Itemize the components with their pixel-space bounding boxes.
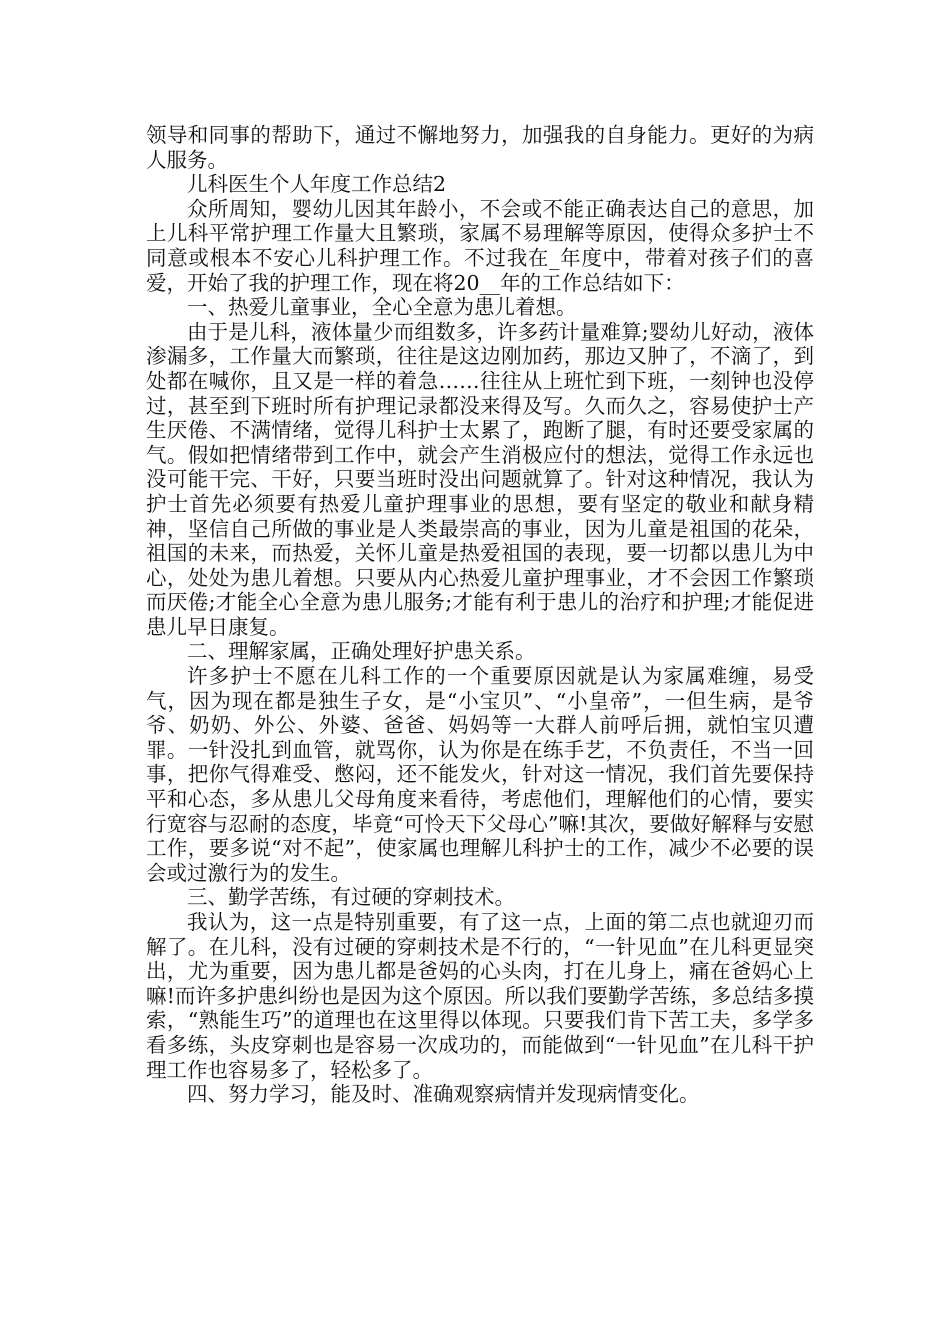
document-body bbox=[146, 123, 814, 1107]
heading-three: 三、勤学苦练，有过硬的穿刺技术。 bbox=[187, 885, 515, 910]
paragraph-intro: 众所周知，婴幼儿因其年龄小，不会或不能正确表达自己的意思，加上儿科平常护理工作量大且繁琐，家属不易理解等原因，使得众多护士不同意或根本不安心儿科护理工作。不过我在_年度中，带着对孩子们的喜爱，开始了我的护理工作，现在将20__年的工作总结如下： bbox=[146, 196, 814, 295]
heading-one: 一、热爱儿童事业，全心全意为患儿着想。 bbox=[187, 295, 577, 320]
section-title: 儿科医生个人年度工作总结2 bbox=[187, 172, 447, 197]
paragraph-continuation: 领导和同事的帮助下，通过不懈地努力，加强我的自身能力。更好的为病人服务。 bbox=[146, 123, 814, 172]
heading-two: 二、理解家属，正确处理好护患关系。 bbox=[187, 639, 536, 664]
paragraph-three: 我认为，这一点是特别重要，有了这一点，上面的第二点也就迎刃而解了。在儿科，没有过硬的穿刺技术是不行的，“一针见血”在儿科更显突出，尤为重要，因为患儿都是爸妈的心头肉，打在儿身上，痛在爸妈心上嘛!而许多护患纠纷也是因为这个原因。所以我们要勤学苦练，多总结多摸索，“熟能生巧”的道理也在这里得以体现。只要我们肯下苦工夫，多学多看多练，头皮穿刺也是容易一次成功的，而能做到“一针见血”在儿科干护理工作也容易多了，轻松多了。 bbox=[146, 910, 814, 1082]
heading-four: 四、努力学习，能及时、准确观察病情并发现病情变化。 bbox=[187, 1082, 700, 1107]
paragraph-two: 许多护士不愿在儿科工作的一个重要原因就是认为家属难缠，易受气，因为现在都是独生子女，是“小宝贝”、“小皇帝”，一但生病，是爷爷、奶奶、外公、外婆、爸爸、妈妈等一大群人前呼后拥，就怕宝贝遭罪。一针没扎到血管，就骂你，认为你是在练手艺，不负责任，不当一回事，把你气得难受、憋闷，还不能发火，针对这一情况，我们首先要保持平和心态，多从患儿父母角度来看待，考虑他们，理解他们的心情，要实行宽容与忍耐的态度，毕竟“可怜天下父母心”嘛!其次，要做好解释与安慰工作，要多说“对不起”，使家属也理解儿科护士的工作，减少不必要的误会或过激行为的发生。 bbox=[146, 664, 814, 885]
paragraph-one: 由于是儿科，液体量少而组数多，许多药计量难算;婴幼儿好动，液体渗漏多，工作量大而繁琐，往往是这边刚加药，那边又肿了，不滴了，到处都在喊你，且又是一样的着急……往往从上班忙到下班，一刻钟也没停过，甚至到下班时所有护理记录都没来得及写。久而久之，容易使护士产生厌倦、不满情绪，觉得儿科护士太累了，跑断了腿，有时还要受家属的气。假如把情绪带到工作中，就会产生消极应付的想法，觉得工作永远也没可能干完、干好，只要当班时没出问题就算了。针对这种情况，我认为护士首先必须要有热爱儿童护理事业的思想，要有坚定的敬业和献身精神，坚信自己所做的事业是人类最崇高的事业，因为儿童是祖国的花朵，祖国的未来，而热爱，关怀儿童是热爱祖国的表现，要一切都以患儿为中心，处处为患儿着想。只要从内心热爱儿童护理事业，才不会因工作繁琐而厌倦;才能全心全意为患儿服务;才能有利于患儿的治疗和护理;才能促进患儿早日康复。 bbox=[146, 319, 814, 639]
